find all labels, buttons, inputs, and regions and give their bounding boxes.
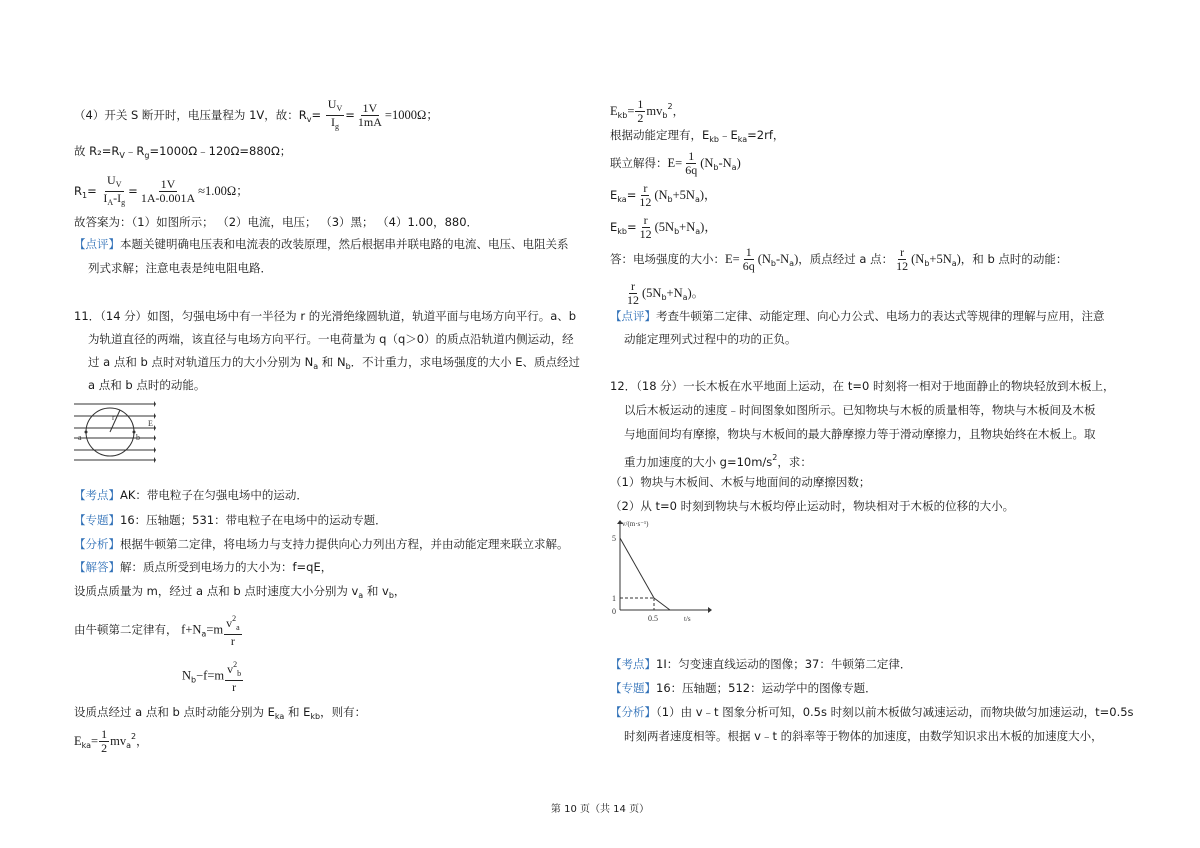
board-velocity-line bbox=[620, 538, 654, 598]
text: v bbox=[306, 115, 312, 124]
q11-line-1: 11．（14 分）如图，匀强电场中有一半径为 r 的光滑绝缘圆轨道，轨道平面与电场方向平行。a、b bbox=[74, 309, 577, 323]
text: a bbox=[358, 591, 364, 600]
text: = bbox=[626, 188, 637, 202]
zhuanti bbox=[610, 680, 877, 696]
text: ，求： bbox=[777, 455, 812, 469]
text: b bbox=[674, 227, 680, 236]
fenxi-line-2: 时刻两者速度相等。根据 v﹣t 的斜率等于物体的加速度，由数学知识求出木板的加速度大小， bbox=[624, 729, 1103, 743]
text: +5N bbox=[672, 188, 695, 202]
text: a bbox=[236, 623, 240, 632]
q12-line-1: 12．（18 分）一长木板在水平地面上运动，在 t=0 时刻将一相对于地面静止的物块轻放到木板上， bbox=[610, 379, 1115, 393]
text: ≈1.00Ω； bbox=[198, 184, 249, 198]
tag: 【专题】 bbox=[610, 681, 656, 695]
text: a bbox=[951, 259, 957, 268]
text: b bbox=[661, 293, 667, 302]
text: )。 bbox=[687, 286, 705, 300]
text: R bbox=[74, 184, 82, 198]
text: -I bbox=[113, 191, 122, 205]
ekb-eq bbox=[610, 98, 684, 125]
text: 16：压轴题；512：运动学中的图像专题． bbox=[656, 681, 877, 695]
text: ﹣R bbox=[124, 144, 145, 158]
text: 过 a 点和 b 点时对轨道压力的大小分别为 N bbox=[88, 355, 314, 369]
text: ，则有： bbox=[320, 705, 367, 719]
text: a bbox=[126, 741, 131, 750]
text: (5N bbox=[642, 286, 662, 300]
text: E= bbox=[725, 252, 740, 266]
text: b bbox=[388, 591, 394, 600]
tag: 【分析】 bbox=[74, 537, 120, 551]
text: = bbox=[627, 104, 635, 118]
text: ) bbox=[736, 156, 741, 170]
energy-theorem bbox=[610, 127, 784, 148]
fenxi bbox=[74, 536, 569, 552]
answer-line-r1 bbox=[74, 174, 249, 209]
q12-part-2: （2）从 t=0 时刻到物块与木板均停止运动时，物块相对于木板的位移的大小。 bbox=[610, 499, 1015, 513]
text: （4）开关 S 断开时，电压量程为 1V，故：R bbox=[74, 108, 307, 122]
text: +5N bbox=[929, 252, 952, 266]
fraction: $\frac{1V}{1A-0.001A}$ bbox=[140, 177, 196, 205]
fraction bbox=[101, 174, 127, 209]
q11-line-3 bbox=[88, 354, 580, 375]
text: 和 v bbox=[363, 584, 389, 598]
text: 和 E bbox=[284, 705, 311, 719]
text: V bbox=[115, 180, 122, 189]
zhuanti bbox=[74, 512, 387, 528]
text: (N bbox=[700, 156, 714, 170]
q11-line-4: a 点和 b 点时的动能。 bbox=[88, 378, 206, 392]
text: 设质点质量为 m，经过 a 点和 b 点时速度大小分别为 v bbox=[74, 584, 359, 598]
fraction: $\frac{v^2_a}{r}$ bbox=[226, 614, 240, 648]
eka-result bbox=[610, 182, 717, 209]
solution-line-1 bbox=[74, 583, 405, 604]
text: g bbox=[144, 151, 150, 160]
text: = bbox=[87, 184, 97, 198]
fraction: $\frac{r}{12}$ bbox=[639, 213, 652, 241]
text: ka bbox=[274, 712, 285, 721]
text: = bbox=[128, 184, 138, 198]
text: kb bbox=[617, 111, 628, 120]
text: （1）由 v﹣t 图象分析可知，0.5s 时刻以前木板做匀减速运动，而物块做匀加速运动，t=0.5s bbox=[656, 705, 1134, 719]
x-axis-label: t/s bbox=[684, 615, 691, 622]
label-E: E bbox=[148, 419, 153, 428]
newton-eq-a bbox=[74, 612, 243, 648]
text: -N bbox=[775, 252, 790, 266]
circular-track-figure bbox=[74, 398, 156, 464]
text: −f=m bbox=[196, 668, 225, 683]
text: 联立解得： bbox=[610, 156, 668, 170]
text: 根据牛顿第二定律，将电场力与支持力提供向心力列出方程，并由动能定理来联立求解。 bbox=[120, 537, 569, 551]
text: kb bbox=[310, 712, 321, 721]
text: U bbox=[327, 97, 337, 111]
text: ， bbox=[136, 734, 148, 748]
text: ka bbox=[81, 741, 92, 750]
text: (N bbox=[757, 252, 771, 266]
text: b bbox=[924, 259, 930, 268]
ekb-result bbox=[610, 214, 717, 241]
kaodian bbox=[610, 656, 911, 672]
tag: 【考点】 bbox=[610, 657, 656, 671]
tag: 【点评】 bbox=[610, 309, 656, 323]
text: g bbox=[335, 122, 340, 131]
text: ， bbox=[393, 584, 406, 598]
text: b bbox=[770, 259, 776, 268]
fraction: $\frac{1}{6q}$ bbox=[685, 149, 698, 177]
text: kb bbox=[617, 227, 627, 236]
text: U bbox=[107, 173, 116, 187]
text: E bbox=[74, 734, 82, 748]
text: 设质点经过 a 点和 b 点时动能分别为 E bbox=[74, 705, 275, 719]
text: b bbox=[713, 163, 719, 172]
label-a: a bbox=[78, 433, 82, 442]
text: )， bbox=[699, 188, 717, 202]
text: )， bbox=[700, 220, 717, 234]
text: = bbox=[311, 108, 322, 122]
text: ，和 b 点时的动能： bbox=[960, 252, 1068, 266]
tag: 【解答】 bbox=[74, 560, 120, 574]
text: = bbox=[627, 220, 637, 234]
text: a bbox=[695, 227, 701, 236]
text: = bbox=[345, 108, 355, 122]
label-r: r bbox=[112, 413, 115, 422]
text: mv bbox=[110, 734, 127, 748]
text: a bbox=[682, 293, 688, 302]
text: ．不计重力，求电场强度的大小 E、质点经过 bbox=[350, 355, 581, 369]
comment-tag: 【点评】 bbox=[74, 237, 120, 251]
text: =2rf， bbox=[747, 128, 785, 142]
q11-line-2: 为轨道直径的两端，该直径与电场方向平行。一电荷量为 q（q＞0）的质点沿轨道内侧运动，经 bbox=[88, 332, 574, 346]
text: b bbox=[662, 111, 668, 120]
text: +N bbox=[679, 220, 696, 234]
text: E bbox=[610, 220, 618, 234]
origin-label: 0 bbox=[612, 607, 616, 616]
fraction: $\frac{1}{6q}$ bbox=[742, 245, 755, 273]
y-tick-5: 5 bbox=[612, 534, 616, 543]
text: E bbox=[610, 188, 618, 202]
kaodian bbox=[74, 487, 308, 503]
text: v bbox=[226, 616, 233, 630]
solve-E bbox=[610, 150, 741, 177]
text: b bbox=[237, 669, 242, 678]
text: 重力加速度的大小 g=10m/s bbox=[624, 455, 773, 469]
tag: 【考点】 bbox=[74, 488, 120, 502]
text: f+N bbox=[181, 622, 202, 637]
fraction: $\frac{1V}{1mA}$ bbox=[357, 101, 382, 129]
text: E= bbox=[667, 156, 683, 170]
text: a bbox=[789, 259, 795, 268]
fenxi bbox=[610, 704, 1134, 720]
answer-line-4 bbox=[74, 98, 439, 133]
fraction: $\frac{1}{2}$ bbox=[101, 727, 108, 755]
text: N bbox=[182, 668, 192, 683]
text: a bbox=[313, 362, 319, 371]
text: v bbox=[227, 662, 234, 676]
fraction bbox=[326, 98, 344, 133]
answer-summary: 故答案为：（1）如图所示； （2）电流，电压； （3）黑； （4）1.00，880． bbox=[74, 215, 479, 229]
text: 1I：匀变速直线运动的图像；37：牛顿第二定律． bbox=[656, 657, 912, 671]
text: b bbox=[667, 195, 673, 204]
text: 由牛顿第二定律有， bbox=[74, 622, 178, 637]
text: =m bbox=[206, 622, 224, 637]
fraction: $\frac{r}{12}$ bbox=[627, 279, 639, 307]
text: 1 bbox=[82, 191, 88, 200]
text: ， bbox=[672, 104, 685, 118]
q12-part-1: （1）物块与木板间、木板与地面间的动摩擦因数； bbox=[610, 475, 871, 489]
text: ，质点经过 a 点： bbox=[798, 252, 894, 266]
text: ﹣E bbox=[718, 128, 738, 142]
text: a bbox=[201, 629, 207, 639]
text: I bbox=[103, 191, 108, 205]
text: AK：带电粒子在匀强电场中的运动． bbox=[120, 488, 308, 502]
text: =1000Ω﹣120Ω=880Ω； bbox=[149, 144, 292, 158]
fraction: $\frac{r}{12}$ bbox=[896, 245, 909, 273]
text: (N bbox=[654, 188, 668, 202]
comment-line-2: 列式求解；注意电表是纯电阻电路． bbox=[88, 261, 272, 275]
text: E bbox=[610, 104, 618, 118]
text: a bbox=[731, 163, 737, 172]
text: 根据动能定理有，E bbox=[610, 128, 710, 142]
text: 故 R₂=R bbox=[74, 144, 120, 158]
velocity-time-graph bbox=[610, 518, 714, 622]
text: b bbox=[191, 675, 197, 685]
label-b: b bbox=[136, 433, 140, 442]
text: = bbox=[91, 734, 99, 748]
text: ) bbox=[956, 252, 961, 266]
q12-line-4 bbox=[624, 450, 812, 470]
answer-line bbox=[610, 246, 1067, 273]
text: 2 bbox=[232, 614, 237, 623]
text: 2 bbox=[131, 732, 137, 741]
text: ka bbox=[617, 195, 627, 204]
text: b bbox=[345, 362, 351, 371]
fraction: $\frac{r}{12}$ bbox=[639, 181, 652, 209]
text: 本题关键明确电压表和电流表的改装原理，然后根据串并联电路的电流、电压、电阻关系 bbox=[120, 237, 569, 251]
text: 16：压轴题；531：带电粒子在电场中的运动专题． bbox=[120, 513, 387, 527]
text: -N bbox=[718, 156, 732, 170]
text: V bbox=[119, 151, 125, 160]
comment-line-1 bbox=[610, 308, 1105, 324]
text: 和 N bbox=[318, 355, 346, 369]
text: I bbox=[331, 115, 336, 129]
text: ka bbox=[737, 135, 748, 144]
text: 2 bbox=[667, 102, 673, 111]
text: a bbox=[694, 195, 700, 204]
text: mv bbox=[646, 104, 663, 118]
eka-eq bbox=[74, 728, 148, 755]
solution-line-ek bbox=[74, 704, 366, 725]
text: 答：电场强度的大小： bbox=[610, 252, 725, 266]
newton-eq-b bbox=[182, 658, 244, 694]
text: +N bbox=[666, 286, 683, 300]
text: 2 bbox=[233, 660, 238, 669]
text: g bbox=[121, 198, 126, 207]
text: 2 bbox=[772, 453, 778, 462]
x-tick-0.5: 0.5 bbox=[648, 614, 658, 622]
text: A bbox=[107, 198, 114, 207]
fraction: $\frac{v^2_b}{r}$ bbox=[227, 660, 242, 694]
q12-line-2: 以后木板运动的速度﹣时间图象如图所示。已知物块与木板的质量相等，物块与木板间及木板 bbox=[624, 403, 1096, 417]
fraction: $\frac{1}{2}$ bbox=[637, 97, 644, 125]
y-tick-1: 1 bbox=[612, 594, 616, 603]
text: 考查牛顿第二定律、动能定理、向心力公式、电场力的表达式等规律的理解与应用，注意 bbox=[656, 309, 1105, 323]
q12-line-3: 与地面间均有摩擦，物块与木板间的最大静摩擦力等于滑动摩擦力，且物块始终在木板上。取 bbox=[624, 427, 1096, 441]
jieda bbox=[74, 559, 332, 575]
answer-line-r2 bbox=[74, 143, 291, 164]
comment-line-1 bbox=[74, 236, 569, 252]
comment-line-2: 动能定理列式过程中的功的正负。 bbox=[624, 332, 797, 346]
text: ) bbox=[794, 252, 799, 266]
common-velocity-line bbox=[654, 598, 670, 610]
text: =1000Ω； bbox=[384, 108, 439, 122]
tag: 【专题】 bbox=[74, 513, 120, 527]
text: V bbox=[336, 104, 343, 113]
answer-line-2 bbox=[624, 280, 704, 307]
tag: 【分析】 bbox=[610, 705, 656, 719]
text: 解：质点所受到电场力的大小为：f=qE， bbox=[120, 560, 333, 574]
text: (N bbox=[911, 252, 925, 266]
page-footer: 第 10 页（共 14 页） bbox=[550, 804, 650, 815]
y-axis-label: v/(m·s⁻¹) bbox=[622, 520, 649, 528]
text: (5N bbox=[654, 220, 675, 234]
text: kb bbox=[709, 135, 719, 144]
